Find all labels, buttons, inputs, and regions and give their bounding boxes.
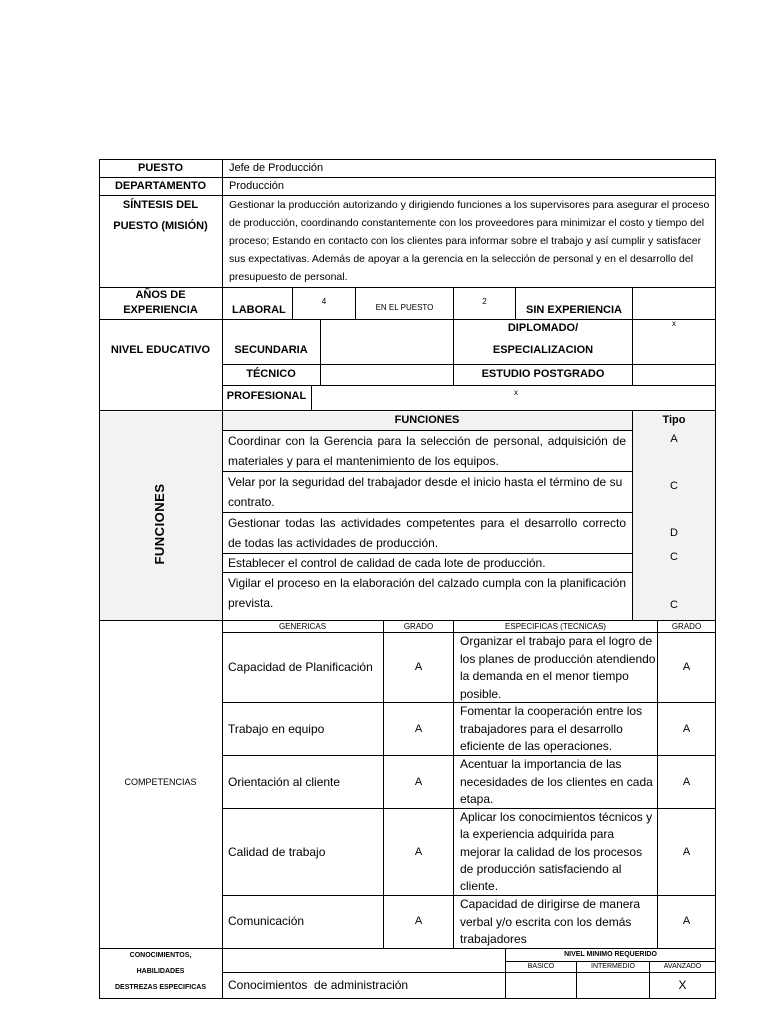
nivel-avanzado-header: AVANZADO: [663, 963, 702, 970]
diplomado-mark: x: [672, 319, 676, 328]
competencia-generica: Capacidad de Planificación: [228, 660, 373, 674]
funcion-item: Coordinar con la Gerencia para la selección de personal, adquisición de materiales y para el mantenimiento de los equipos.: [228, 434, 626, 468]
competencia-grado-especifica: A: [682, 723, 691, 735]
competencia-grado: A: [414, 661, 423, 673]
estudio-postgrado-label: ESTUDIO POSTGRADO: [481, 368, 605, 380]
laboral-label: LABORAL: [232, 304, 286, 316]
competencia-grado: A: [414, 776, 423, 788]
competencia-especifica: Organizar el trabajo para el logro de los planes de producción atendiendo la demanda en el menor tiempo posible.: [460, 634, 656, 701]
tecnico-label: TÉCNICO: [246, 368, 296, 380]
nivel-minimo-header: NIVEL MINIMO REQUERIDO: [564, 951, 657, 958]
conocimientos-label-line3: DESTREZAS ESPECIFICAS: [114, 984, 206, 991]
departamento-value: Producción: [229, 180, 285, 192]
genericas-header: GENERICAS: [278, 622, 327, 631]
competencia-generica: Trabajo en equipo: [228, 722, 325, 736]
competencia-grado-especifica: A: [682, 915, 691, 927]
tipo-header: Tipo: [662, 414, 686, 426]
conocimiento-avanzado-mark: X: [678, 978, 687, 992]
competencia-generica: Comunicación: [228, 914, 305, 928]
competencia-grado-especifica: A: [682, 661, 691, 673]
competencia-especifica: Fomentar la cooperación entre los trabajadores para el desarrollo eficiente de las operaciones.: [460, 704, 643, 753]
diplomado-label-line1: DIPLOMADO/: [507, 322, 579, 334]
en-puesto-value: 2: [482, 297, 487, 306]
competencia-especifica: Acentuar la importancia de las necesidades de los clientes en cada etapa.: [460, 757, 653, 806]
funcion-tipo: C: [670, 551, 678, 563]
diplomado-label-line2: ESPECIALIZACION: [492, 344, 594, 356]
nivel-intermedio-header: INTERMEDIO: [591, 963, 635, 970]
funcion-tipo: C: [670, 599, 678, 611]
departamento-label: DEPARTAMENTO: [114, 180, 207, 192]
funcion-item: Velar por la seguridad del trabajador desde el inicio hasta el término de su contrato.: [228, 475, 623, 509]
funciones-header: FUNCIONES: [394, 414, 460, 426]
secundaria-label: SECUNDARIA: [234, 344, 308, 356]
sintesis-label-line2: PUESTO (MISIÓN): [113, 220, 208, 232]
conocimientos-label-line2: HABILIDADES: [136, 968, 185, 975]
nivel-basico-header: BASICO: [527, 963, 555, 970]
competencias-label: COMPETENCIAS: [124, 777, 197, 787]
sintesis-label-line1: SÍNTESIS DEL: [122, 199, 199, 211]
profesional-label: PROFESIONAL: [226, 390, 307, 402]
sin-experiencia-label: SIN EXPERIENCIA: [526, 304, 622, 316]
experiencia-label-line2: EXPERIENCIA: [123, 304, 198, 316]
puesto-label: PUESTO: [137, 162, 184, 174]
puesto-value: Jefe de Producción: [229, 162, 324, 174]
competencia-especifica: Aplicar los conocimientos técnicos y la experiencia adquirida para mejorar la calidad de los procesos de producción satisfaciendo al cliente.: [460, 810, 653, 894]
competencia-grado: A: [414, 915, 423, 927]
funciones-side-label: FUNCIONES: [152, 483, 167, 565]
competencia-grado-especifica: A: [682, 846, 691, 858]
competencia-generica: Orientación al cliente: [228, 775, 341, 789]
funcion-tipo: C: [670, 480, 678, 492]
competencia-generica: Calidad de trabajo: [228, 845, 326, 859]
en-puesto-label: EN EL PUESTO: [375, 303, 434, 312]
especificas-header: ESPECIFICAS (TECNICAS): [505, 622, 606, 631]
funcion-item: Vigilar el proceso en la elaboración del calzado cumpla con la planificación prevista.: [228, 576, 626, 610]
experiencia-label-line1: AÑOS DE: [135, 289, 186, 301]
profesional-mark: x: [514, 388, 518, 397]
funcion-item: Establecer el control de calidad de cada lote de producción.: [228, 556, 546, 570]
funcion-tipo: D: [670, 527, 678, 539]
conocimiento-item: Conocimientos de administración: [228, 978, 409, 992]
competencia-grado: A: [414, 846, 423, 858]
funcion-item: Gestionar todas las actividades competentes para el desarrollo correcto de todas las actividades de producción.: [228, 516, 626, 550]
laboral-value: 4: [321, 297, 327, 306]
nivel-educativo-label: NIVEL EDUCATIVO: [110, 344, 211, 356]
sintesis-text: Gestionar la producción autorizando y dirigiendo funciones a los supervisores para asegurar el proceso de producción, coordinando constantemente con los proveedores para minimizar el costo y tiempo del proceso; Estando en contacto con los clientes para informar sobre el trabajo y así cumplir y satisfacer sus expectativas. Además de apoyar a la gerencia en la selección de personal y en el desarrollo del presupuesto de personal.: [229, 199, 710, 283]
funcion-tipo: A: [670, 433, 678, 445]
grado-header: GRADO: [403, 622, 434, 631]
conocimientos-label-line1: CONOCIMIENTOS,: [129, 952, 192, 959]
competencia-grado: A: [414, 723, 423, 735]
grado-header-especificas: GRADO: [671, 622, 702, 631]
competencia-grado-especifica: A: [682, 776, 691, 788]
competencia-especifica: Capacidad de dirigirse de manera verbal y/o escrita con los demás trabajadores: [460, 897, 641, 946]
